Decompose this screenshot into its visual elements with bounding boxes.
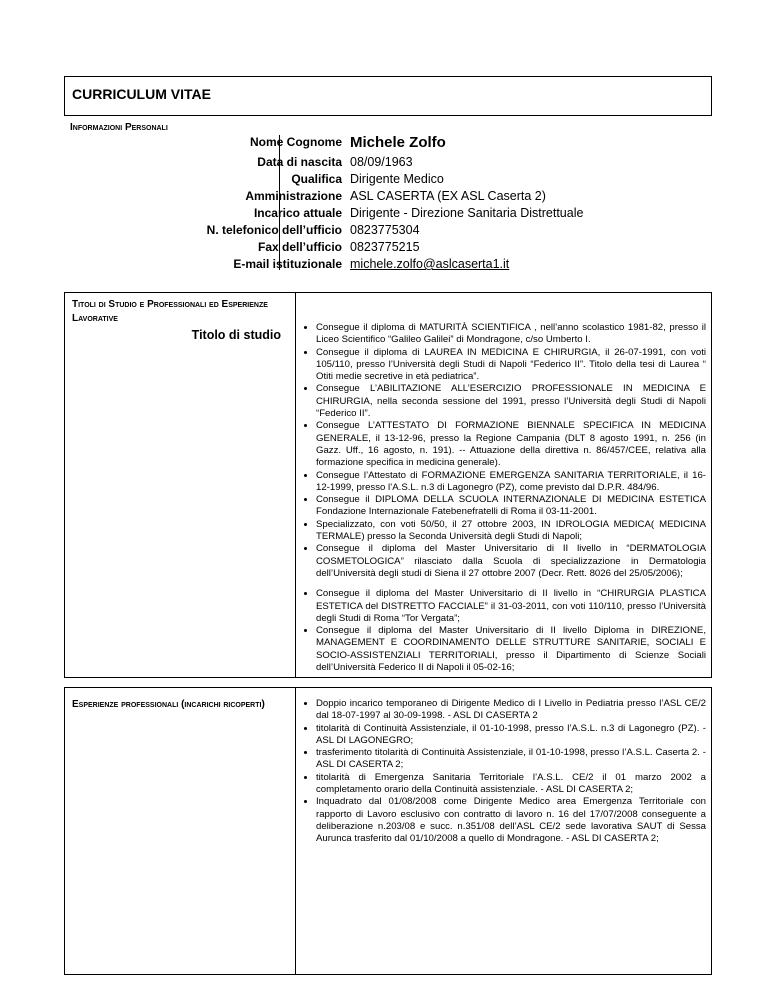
- info-value: Dirigente - Direzione Sanitaria Distrettuale: [350, 206, 584, 220]
- studies-subheading: Titolo di studio: [191, 328, 281, 342]
- info-label: Nome Cognome: [249, 135, 342, 149]
- list-item: • trasferimento titolarità di Continuità Assistenziale, il 01-10-1998, presso l’A.S.L. Caserta 2. - ASL DI CASERTA 2;: [316, 747, 706, 772]
- info-value: ASL CASERTA (EX ASL Caserta 2): [350, 189, 546, 203]
- column-separator: [295, 688, 296, 974]
- list-item: • Consegue il diploma del Master Universitario di II livello in “DERMATOLOGIA COSMETOLOGICA” rilasciato dalla Scuola di specializzazione in Dermatologia dell’Università degli studi di Siena il 27 ottobre 2007 (Decr. Rett. 8026 del 25/05/2006);: [316, 543, 706, 580]
- info-label: Fax dell’ufficio: [257, 240, 342, 254]
- list-item: • Consegue L’ATTESTATO DI FORMAZIONE BIENNALE SPECIFICA IN MEDICINA GENERALE, il 13-12-96, presso la Regione Campania (DLT 8 agosto 1991, n. 256 (in Gazz. Uff., 16 agosto, n. 191). -- Attuazione della direttiva n. 86/457/CEE, relativa alla formazione specifica in medicina generale).: [316, 420, 706, 469]
- info-row-incarico: [64, 206, 712, 223]
- studies-heading: Titoli di Studio e Professionali ed Esperienze Lavorative: [72, 299, 268, 324]
- info-label: Incarico attuale: [253, 206, 342, 220]
- list-item: • Consegue il diploma del Master Universitario di II livello in “CHIRURGIA PLASTICA ESTETICA del DISTRETTO FACCIALE” il 31-03-2011, con voti 110/110, presso l’Università degli Studi di Roma “Tor Vergata”;: [316, 588, 706, 625]
- list-item: • Consegue L’ABILITAZIONE ALL’ESERCIZIO PROFESSIONALE IN MEDICINA E CHIRURGIA, nella seconda sessione del 1991, presso l’Università degli Studi di Napoli “Federico II”.: [316, 383, 706, 420]
- info-row-amministrazione: [64, 189, 712, 206]
- info-value: 0823775215: [350, 240, 420, 254]
- info-row-name: [64, 135, 712, 152]
- list-item: • titolarità di Emergenza Sanitaria Territoriale l’A.S.L. CE/2 il 01 marzo 2002 a completamento orario della Continuità assistenziale. - ASL DI CASERTA 2;: [316, 772, 706, 797]
- info-label: Qualifica: [291, 172, 342, 186]
- list-item: • Consegue l’Attestato di FORMAZIONE EMERGENZA SANITARIA TERRITORIALE, il 16-12-1999, presso l’A.S.L. n.3 di Lagonegro (PZ), come previsto dal D.P.R. 484/96.: [316, 470, 706, 495]
- list-item: • titolarità di Continuità Assistenziale, il 01-10-1998, presso l’A.S.L. n.3 di Lagonegro (PZ). - ASL DI LAGONEGRO;: [316, 723, 706, 748]
- list-item: • Specializzato, con voti 50/50, il 27 ottobre 2003, IN IDROLOGIA MEDICA( MEDICINA TERMALE) presso la Seconda Università degli Studi di Napoli;: [316, 519, 706, 544]
- column-separator: [295, 293, 296, 677]
- experience-list: [301, 698, 706, 846]
- info-label: Data di nascita: [257, 155, 342, 169]
- list-item: • Consegue il diploma di LAUREA IN MEDICINA E CHIRURGIA, il 26-07-1991, con voti 105/110, presso l’Università degli Studi di Napoli “Federico II”. Titolo della tesi di Laurea “ Otiti medie secretive in età pediatrica”.: [316, 347, 706, 384]
- info-row-birthdate: [64, 155, 712, 172]
- full-name: Michele Zolfo: [350, 134, 446, 151]
- info-value: 0823775304: [350, 223, 420, 237]
- experience-section: [64, 687, 712, 975]
- document-title: CURRICULUM VITAE: [72, 86, 211, 102]
- list-item: • Consegue il diploma di MATURITÀ SCIENTIFICA , nell’anno scolastico 1981-82, presso il Liceo Scientifico “Galileo Galilei” di Mondragone, c/so Umberto I.: [316, 322, 706, 347]
- info-value: 08/09/1963: [350, 155, 413, 169]
- email-link[interactable]: michele.zolfo@aslcaserta1.it: [350, 257, 510, 271]
- info-value: Dirigente Medico: [350, 172, 444, 186]
- studies-section: [64, 292, 712, 678]
- info-row-fax: [64, 240, 712, 257]
- list-item: • Consegue il diploma del Master Universitario di II livello Diploma in DIREZIONE, MANAGEMENT E COORDINAMENTO DELLE STRUTTURE SANITARIE, SOCIALI E SOCIO-ASSISTENZIALI TERRITORIALI, presso il Dipartimento di Scienze Sociali dell’Università Federico II di Napoli il 05-02-16;: [316, 625, 706, 674]
- experience-heading: Esperienze professionali (incarichi ricoperti): [72, 699, 265, 710]
- studies-list: [301, 322, 706, 674]
- cv-header-box: [64, 76, 712, 116]
- info-label: E-mail istituzionale: [233, 257, 342, 271]
- info-row-email: [64, 257, 712, 274]
- personal-info-label: Informazioni Personali: [70, 122, 168, 133]
- list-item: • Consegue il DIPLOMA DELLA SCUOLA INTERNAZIONALE DI MEDICINA ESTETICA Fondazione Internazionale Fatebenefratelli di Roma il 03-11-2001.: [316, 494, 706, 519]
- info-label: N. telefonico dell’ufficio: [206, 223, 342, 237]
- list-item: • Inquadrato dal 01/08/2008 come Dirigente Medico area Emergenza Territoriale con rapporto di Lavoro esclusivo con contratto di lavoro n. 16 del 17/07/2008 conseguente a deliberazione n.203/08 e succ. n.351/08 dell’ASL CE/2 sede lavorativa SAUT di Sessa Aurunca trasferito dal 01/10/2008 a quello di Mondragone. - ASL DI CASERTA 2;: [316, 796, 706, 845]
- info-row-qualifica: [64, 172, 712, 189]
- list-item: • Doppio incarico temporaneo di Dirigente Medico di I Livello in Pediatria presso l’ASL CE/2 dal 18-07-1997 al 30-09-1998. - ASL DI CASERTA 2: [316, 698, 706, 723]
- info-label: Amministrazione: [245, 189, 342, 203]
- info-row-telefono: [64, 223, 712, 240]
